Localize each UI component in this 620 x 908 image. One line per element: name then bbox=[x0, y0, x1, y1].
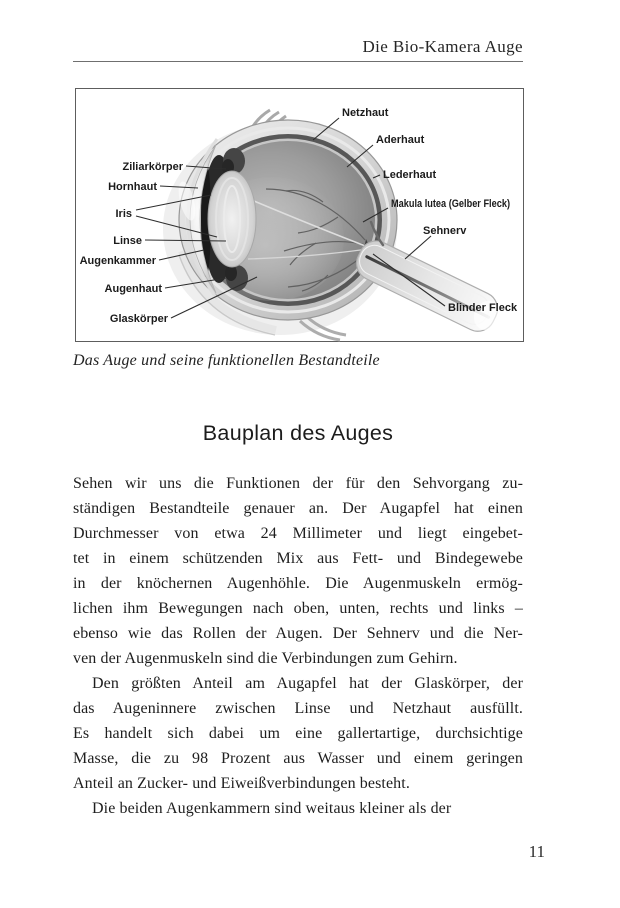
figure-label: Hornhaut bbox=[108, 181, 157, 193]
figure-label: Netzhaut bbox=[342, 107, 389, 119]
figure-label: Ziliarkörper bbox=[122, 161, 183, 173]
body-line: lichen ihm Bewegungen nach oben, unten, rechts und links – bbox=[73, 600, 523, 617]
label-leader-line bbox=[405, 236, 431, 259]
eye-anatomy-figure bbox=[75, 88, 524, 342]
figure-label: Aderhaut bbox=[376, 134, 425, 146]
body-line: Durchmesser von etwa 24 Millimeter und liegt eingebet- bbox=[73, 525, 523, 542]
figure-label: Linse bbox=[113, 235, 142, 247]
body-line: Masse, die zu 98 Prozent aus Wasser und einem geringen bbox=[73, 750, 523, 767]
figure-caption: Das Auge und seine funktionellen Bestandteile bbox=[73, 352, 380, 369]
body-line: Den größten Anteil am Augapfel hat der Glaskörper, der bbox=[92, 675, 523, 692]
page-number: 11 bbox=[528, 842, 545, 861]
body-line: in der knöchernen Augenhöhle. Die Augenmuskeln ermög- bbox=[73, 575, 523, 592]
body-line: Es handelt sich dabei um eine gallertartige, durchsichtige bbox=[73, 725, 523, 742]
figure-label: Sehnerv bbox=[423, 225, 467, 237]
body-line: ständigen Bestandteile genauer an. Der Augapfel hat einen bbox=[73, 500, 523, 517]
figure-label: Augenkammer bbox=[79, 255, 156, 267]
figure-label: Iris bbox=[115, 208, 132, 220]
body-line: Sehen wir uns die Funktionen der für den Sehvorgang zu- bbox=[73, 475, 523, 492]
figure-label: Augenhaut bbox=[104, 283, 162, 295]
body-line: ven der Augenmuskeln sind die Verbindungen zum Gehirn. bbox=[73, 650, 458, 667]
body-line: Die beiden Augenkammern sind weitaus kleiner als der bbox=[92, 800, 452, 817]
running-header: Die Bio-Kamera Auge bbox=[362, 37, 523, 56]
body-line: Anteil an Zucker- und Eiweißverbindungen besteht. bbox=[73, 775, 410, 792]
eye-diagram bbox=[76, 89, 525, 343]
body-line: tet in einem schützenden Mix aus Fett- und Bindegewebe bbox=[73, 550, 523, 567]
body-text bbox=[73, 471, 523, 821]
section-heading: Bauplan des Auges bbox=[202, 421, 394, 445]
figure-label: Blinder Fleck bbox=[448, 302, 518, 314]
figure-label: Makula lutea (Gelber Fleck) bbox=[391, 198, 511, 210]
figure-label: Lederhaut bbox=[383, 169, 437, 181]
header-rule bbox=[73, 61, 523, 62]
body-line: das Augeninnere zwischen Linse und Netzhaut ausfüllt. bbox=[73, 700, 523, 717]
figure-label: Glaskörper bbox=[109, 313, 168, 325]
body-line: ebenso wie das Rollen der Augen. Der Sehnerv und die Ner- bbox=[73, 625, 523, 642]
